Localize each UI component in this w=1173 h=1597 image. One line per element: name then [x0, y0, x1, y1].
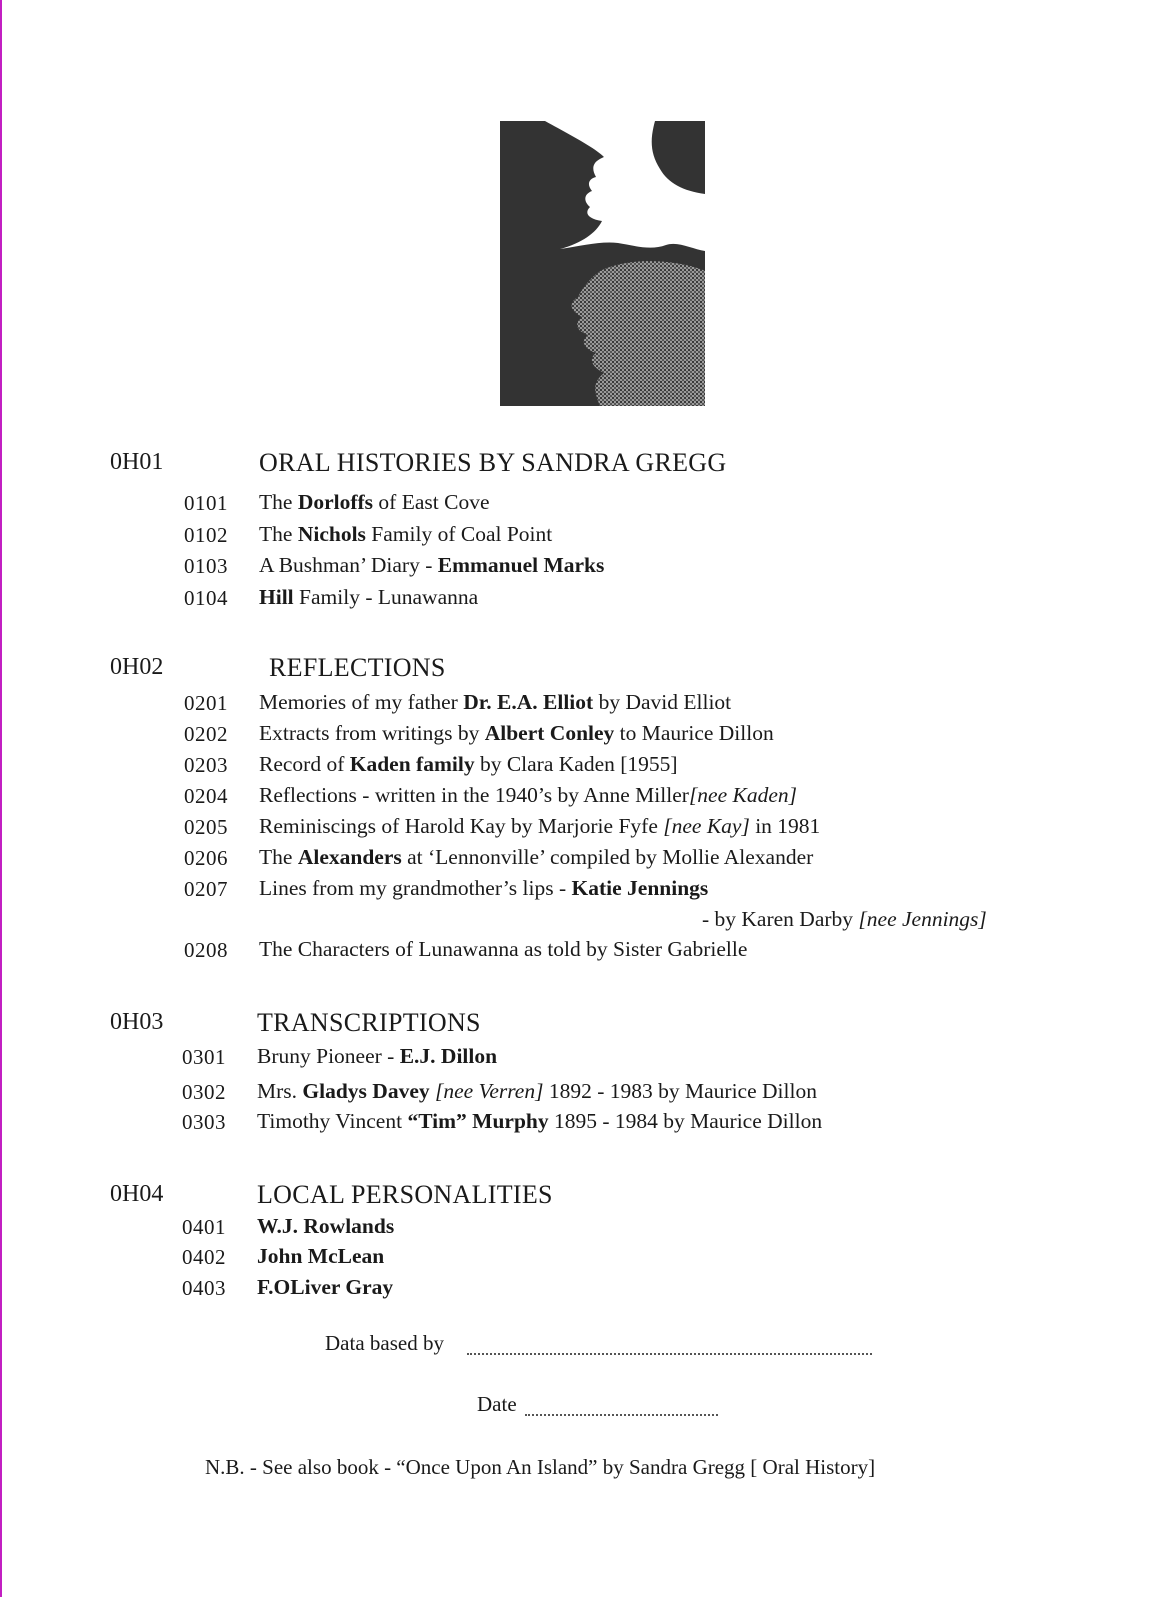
entry-text-fragment: Bruny Pioneer - — [257, 1044, 400, 1068]
entry-title — [259, 522, 552, 547]
entry-text-fragment: The Characters of Lunawanna as told by Sister Gabrielle — [259, 937, 748, 961]
entry-number: 0207 — [184, 877, 228, 901]
entry-text-fragment: by David Elliot — [593, 690, 732, 714]
entry-number: 0302 — [182, 1080, 226, 1104]
entry-text-fragment: John McLean — [257, 1244, 385, 1268]
entry-title — [257, 1109, 822, 1134]
entry-text-fragment: Reflections - written in the 1940’s by Anne Miller — [259, 783, 689, 807]
entry-text-fragment: Family of Coal Point — [365, 522, 553, 546]
silhouette-faces-icon — [500, 121, 705, 406]
entry-text-fragment: Memories of my father — [259, 690, 464, 714]
entry-text-fragment: Katie Jennings — [571, 876, 709, 900]
section-code: 0H01 — [110, 449, 164, 475]
entry-text-fragment: 1895 - 1984 by Maurice Dillon — [548, 1109, 823, 1133]
entry-text-fragment: A Bushman’ Diary - — [259, 553, 438, 577]
entry-text-fragment: W.J. Rowlands — [257, 1214, 395, 1238]
entry-number: 0401 — [182, 1215, 226, 1239]
entry-number: 0301 — [182, 1045, 226, 1069]
page-edge-line — [0, 0, 2, 1597]
entry-number: 0104 — [184, 586, 228, 610]
entry-text-fragment: Record of — [259, 752, 350, 776]
entry-title — [259, 937, 747, 962]
date-field[interactable] — [525, 1414, 718, 1416]
entry-text-fragment: Extracts from writings by — [259, 721, 485, 745]
entry-title — [257, 1044, 497, 1069]
entry-title — [257, 1214, 394, 1239]
section-code: 0H03 — [110, 1009, 164, 1035]
entry-title — [259, 876, 708, 901]
entry-text-fragment: - by Karen Darby — [702, 907, 859, 931]
entry-text-fragment: to Maurice Dillon — [614, 721, 774, 745]
entry-continuation — [702, 907, 987, 932]
entry-title — [257, 1079, 817, 1104]
entry-title — [259, 585, 478, 610]
footer-note: N.B. - See also book - “Once Upon An Island” by Sandra Gregg [ Oral History] — [205, 1455, 876, 1479]
entry-text-fragment: [nee Verren] — [435, 1079, 544, 1103]
entry-text-fragment: Nichols — [297, 522, 366, 546]
entry-text-fragment: Gladys Davey — [302, 1079, 430, 1103]
entry-title — [259, 490, 489, 515]
entry-text-fragment: Lines from my grandmother’s lips - — [259, 876, 572, 900]
entry-number: 0206 — [184, 846, 228, 870]
entry-number: 0103 — [184, 554, 228, 578]
entry-text-fragment: Dorloffs — [297, 490, 374, 514]
entry-title — [259, 721, 774, 746]
section-title: LOCAL PERSONALITIES — [257, 1180, 553, 1209]
entry-text-fragment: 1892 - 1983 by Maurice Dillon — [543, 1079, 817, 1103]
section-title: REFLECTIONS — [269, 653, 446, 682]
entry-text-fragment: Alexanders — [297, 845, 402, 869]
entry-number: 0201 — [184, 691, 228, 715]
entry-text-fragment: “Tim” Murphy — [407, 1109, 549, 1133]
entry-title — [259, 783, 797, 808]
entry-text-fragment: Emmanuel Marks — [437, 553, 605, 577]
entry-number: 0204 — [184, 784, 228, 808]
entry-title — [259, 553, 604, 578]
section-code: 0H02 — [110, 654, 164, 680]
data-based-by-label: Data based by — [325, 1331, 444, 1355]
data-based-by-field[interactable] — [467, 1353, 872, 1355]
section-title: ORAL HISTORIES BY SANDRA GREGG — [259, 448, 727, 477]
entry-title — [259, 690, 731, 715]
entry-text-fragment: Hill — [259, 585, 294, 609]
section-title: TRANSCRIPTIONS — [257, 1008, 481, 1037]
entry-number: 0205 — [184, 815, 228, 839]
entry-text-fragment: [nee Kaden] — [688, 783, 798, 807]
entry-text-fragment: [nee Kay] — [663, 814, 750, 838]
entry-text-fragment: Albert Conley — [484, 721, 615, 745]
entry-number: 0101 — [184, 491, 228, 515]
entry-number: 0303 — [182, 1110, 226, 1134]
entry-text-fragment: Family - Lunawanna — [293, 585, 479, 609]
entry-number: 0202 — [184, 722, 228, 746]
entry-text-fragment: by Clara Kaden [1955] — [474, 752, 678, 776]
entry-number: 0402 — [182, 1245, 226, 1269]
entry-text-fragment: The — [259, 522, 298, 546]
section-code: 0H04 — [110, 1181, 164, 1207]
entry-text-fragment: Timothy Vincent — [257, 1109, 408, 1133]
entry-text-fragment: F.OLiver Gray — [257, 1275, 394, 1299]
entry-text-fragment: Kaden family — [349, 752, 475, 776]
entry-title — [257, 1275, 393, 1300]
entry-number: 0102 — [184, 523, 228, 547]
entry-text-fragment: at ‘Lennonville’ compiled by Mollie Alexander — [401, 845, 814, 869]
entry-number: 0403 — [182, 1276, 226, 1300]
entry-title — [259, 814, 820, 839]
entry-text-fragment: [nee Jennings] — [858, 907, 987, 931]
entry-title — [259, 752, 678, 777]
entry-text-fragment: The — [259, 490, 298, 514]
entry-title — [259, 845, 813, 870]
entry-title — [257, 1244, 384, 1269]
entry-text-fragment: Dr. E.A. Elliot — [463, 690, 594, 714]
entry-text-fragment: The — [259, 845, 298, 869]
entry-number: 0203 — [184, 753, 228, 777]
date-label: Date — [477, 1392, 517, 1416]
entry-text-fragment: of East Cove — [373, 490, 490, 514]
entry-number: 0208 — [184, 938, 228, 962]
entry-text-fragment: Reminiscings of Harold Kay by Marjorie Fyfe — [259, 814, 664, 838]
entry-text-fragment: Mrs. — [257, 1079, 303, 1103]
entry-text-fragment: E.J. Dillon — [399, 1044, 498, 1068]
entry-text-fragment: in 1981 — [749, 814, 821, 838]
